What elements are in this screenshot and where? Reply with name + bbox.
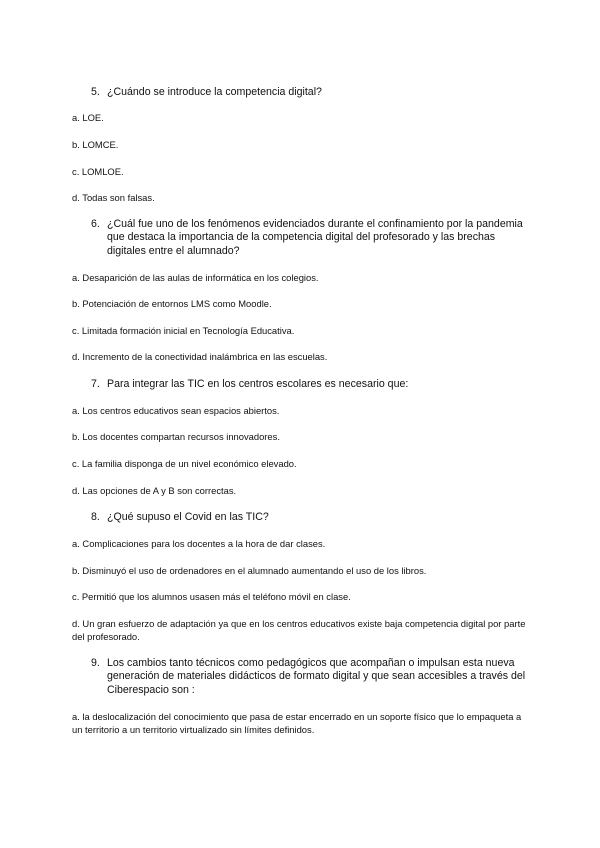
option-8b: b. Disminuyó el uso de ordenadores en el alumnado aumentando el uso de los libros.: [72, 565, 427, 576]
option-5a: a. LOE.: [72, 112, 104, 123]
option-7b: b. Los docentes compartan recursos innovadores.: [72, 431, 280, 442]
option-7a: a. Los centros educativos sean espacios abiertos.: [72, 405, 280, 416]
option-6a: a. Desaparición de las aulas de informática en los colegios.: [72, 272, 319, 283]
option-7d: d. Las opciones de A y B son correctas.: [72, 485, 237, 496]
question-8: [91, 511, 531, 524]
question-text: ¿Cuál fue uno de los fenómenos evidenciados durante el confinamiento por la pandemia que destaca la importancia de la competencia digital del profesorado y las brechas digitales entre el alumnado?: [107, 218, 523, 257]
question-9: [91, 657, 531, 697]
question-text: Los cambios tanto técnicos como pedagógicos que acompañan o impulsan esta nueva generación de materiales didácticos de formato digital y que sean accesibles a través del Ciberespacio son :: [107, 657, 526, 696]
option-5d: d. Todas son falsas.: [72, 192, 155, 203]
option-5c: c. LOMLOE.: [72, 166, 124, 177]
option-6d: d. Incremento de la conectividad inalámbrica en las escuelas.: [72, 351, 328, 362]
option-7c: c. La familia disponga de un nivel económico elevado.: [72, 458, 297, 469]
question-number: 9.: [91, 657, 100, 669]
option-6b: b. Potenciación de entornos LMS como Moodle.: [72, 298, 272, 309]
option-8c: c. Permitió que los alumnos usasen más el teléfono móvil en clase.: [72, 591, 351, 602]
question-number: 7.: [91, 378, 100, 390]
option-9a: a. la deslocalización del conocimiento que pasa de estar encerrado en un soporte físico que lo empaqueta a un territorio a un territorio virtualizado sin límites definidos.: [72, 711, 522, 735]
question-7: [91, 378, 531, 391]
question-number: 8.: [91, 511, 100, 523]
question-text: Para integrar las TIC en los centros escolares es necesario que:: [107, 378, 409, 390]
question-number: 5.: [91, 86, 100, 98]
option-5b: b. LOMCE.: [72, 139, 119, 150]
option-8d: d. Un gran esfuerzo de adaptación ya que en los centros educativos existe baja competencia digital por parte del profesorado.: [72, 618, 526, 642]
question-text: ¿Qué supuso el Covid en las TIC?: [107, 511, 269, 523]
question-number: 6.: [91, 218, 100, 230]
question-6: [91, 218, 531, 258]
question-text: ¿Cuándo se introduce la competencia digital?: [107, 86, 322, 98]
option-8a: a. Complicaciones para los docentes a la hora de dar clases.: [72, 538, 326, 549]
question-5: [91, 86, 531, 99]
option-6c: c. Limitada formación inicial en Tecnología Educativa.: [72, 325, 295, 336]
